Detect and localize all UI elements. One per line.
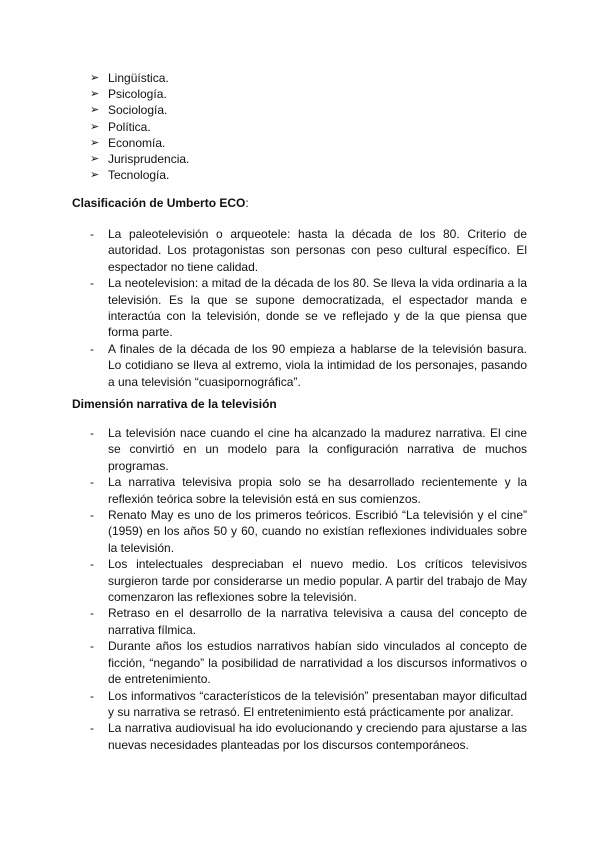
eco-heading: Clasificación de Umberto ECO: <box>72 196 249 210</box>
list-item: ➢ Jurisprudencia. <box>90 152 190 167</box>
list-item: ➢ Política. <box>90 119 151 134</box>
arrow-bullet-icon: ➢ <box>90 88 100 101</box>
list-item: - La neotelevision: a mitad de la década de los 80. Se lleva la vida ordinaria a la televisión. Es la que se supone democratizada, el espectador manda e interactúa con la televisión, donde se ve reflejado y de la que piensa que forma parte. <box>90 276 527 340</box>
arrow-bullet-icon: ➢ <box>90 72 100 84</box>
dash-bullet-icon: - <box>90 508 94 523</box>
arrow-bullet-icon: ➢ <box>90 136 100 149</box>
list-item: - La narrativa audiovisual ha ido evolucionando y creciendo para ajustarse a las nuevas necesidades planteadas por los discursos contemporáneos. <box>90 721 527 752</box>
dash-bullet-icon: - <box>90 276 94 291</box>
list-item: - La narrativa televisiva propia solo se ha desarrollado recientemente y la reflexión teórica sobre la televisión está en sus comienzos. <box>90 475 527 506</box>
dash-bullet-icon: - <box>90 688 94 703</box>
list-item: ➢ Psicología. <box>90 87 167 102</box>
list-item: ➢ Lingüística. <box>90 71 169 85</box>
list-item: - Los intelectuales despreciaban el nuevo medio. Los críticos televisivos surgieron tarde por considerarse un medio popular. A partir del trabajo de May comenzaron las reflexiones sobre la televisión. <box>90 557 527 605</box>
list-item: - Renato May es uno de los primeros teóricos. Escribió “La televisión y el cine” (1959) en los años 50 y 60, cuando no existían reflexiones individuales sobre la televisión. <box>90 508 527 555</box>
dash-bullet-icon: - <box>90 721 94 736</box>
dash-bullet-icon: - <box>90 341 94 356</box>
list-item: - La televisión nace cuando el cine ha alcanzado la madurez narrativa. El cine se convirtió en un modelo para la configuración narrativa de muchos programas. <box>90 426 527 473</box>
disciplines-list <box>90 70 189 183</box>
narrativa-list <box>90 425 527 753</box>
list-item: - A finales de la década de los 90 empieza a hablarse de la televisión basura. Lo cotidiano se lleva al extremo, viola la intimidad de los personajes, pasando a una televisión “cuasipornográfica”. <box>90 341 527 389</box>
dash-bullet-icon: - <box>90 426 94 440</box>
arrow-bullet-icon: ➢ <box>90 104 100 117</box>
arrow-bullet-icon: ➢ <box>90 120 100 133</box>
eco-list <box>90 226 527 390</box>
dash-bullet-icon: - <box>90 606 94 621</box>
list-item: ➢ Sociología. <box>90 103 168 118</box>
list-item: ➢ Tecnología. <box>90 168 170 183</box>
dash-bullet-icon: - <box>90 475 94 490</box>
dash-bullet-icon: - <box>90 639 94 654</box>
arrow-bullet-icon: ➢ <box>90 153 100 166</box>
list-item: - La paleotelevisión o arqueotele: hasta la década de los 80. Criterio de autoridad. Los protagonistas son personas con peso cultural específico. El espectador no tiene calidad. <box>90 227 527 274</box>
arrow-bullet-icon: ➢ <box>90 169 100 182</box>
list-item: ➢ Economía. <box>90 135 166 150</box>
narrativa-heading: Dimensión narrativa de la televisión <box>72 397 277 411</box>
dash-bullet-icon: - <box>90 557 94 572</box>
list-item: - Durante años los estudios narrativos habían sido vinculados al concepto de ficción, “negando” la posibilidad de narratividad a los discursos informativos o de entretenimiento. <box>90 639 527 687</box>
list-item: - Retraso en el desarrollo de la narrativa televisiva a causa del concepto de narrativa fílmica. <box>90 606 527 637</box>
dash-bullet-icon: - <box>90 227 94 241</box>
list-item: - Los informativos “característicos de la televisión” presentaban mayor dificultad y su narrativa se retrasó. El entretenimiento está prácticamente por analizar. <box>90 688 527 719</box>
